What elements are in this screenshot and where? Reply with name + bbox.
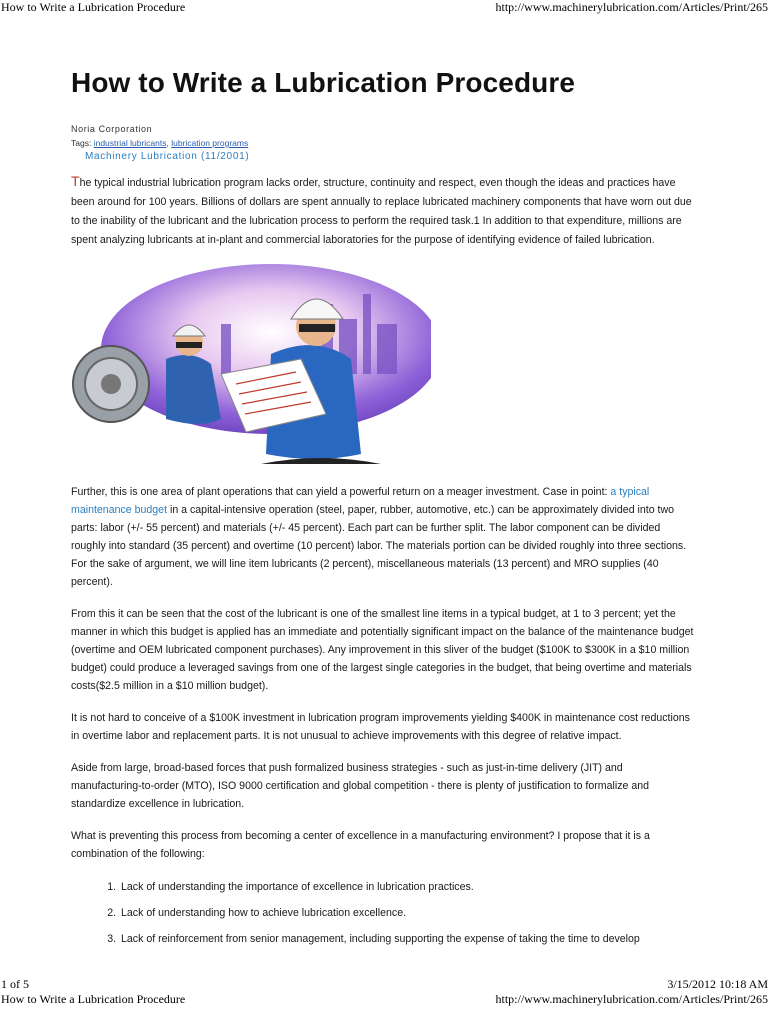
paragraph-text: For the sake of argument, we will line item lubricants (2 percent), miscellaneous materials (13 percent) and MRO supplies (40 — [71, 558, 659, 570]
paragraph-text: standardize excellence in lubrication. — [71, 798, 245, 810]
print-datetime: 3/15/2012 10:18 AM — [667, 977, 768, 991]
print-footer-url: http://www.machinerylubrication.com/Articles/Print/265 — [495, 992, 768, 1006]
print-header-url: http://www.machinerylubrication.com/Articles/Print/265 — [495, 0, 768, 14]
paragraph-investment — [71, 709, 751, 745]
article-source: Machinery Lubrication (11/2001) — [85, 151, 250, 162]
list-item: 1. Lack of understanding the importance of excellence in lubrication practices. — [119, 881, 731, 893]
paragraph-text: combination of the following: — [71, 848, 205, 860]
reasons-list — [71, 881, 731, 945]
paragraph-text: parts: labor (+/- 55 percent) and materials (+/- 45 percent). Each part can be further split. The labor component can be divided — [71, 522, 661, 534]
paragraph-text: in overtime labor and replacement parts. It is not unusual to achieve improvements with this degree of relative impact. — [71, 730, 622, 742]
paragraph-text: manufacturing-to-order (MTO), ISO 9000 certification and global competition - there is plenty of justification to formalize and — [71, 780, 650, 792]
paragraph-text: roughly into standard (35 percent) and overtime (10 percent) labor. The materials portion can be divided roughly into three sections. — [71, 540, 687, 552]
typical-maintenance-budget-link[interactable]: maintenance budget — [71, 504, 168, 516]
paragraph-text: (overtime and OEM lubricated component purchases). Any improvement in this sliver of the budget ($100K to $300K in a $10 million — [71, 644, 690, 656]
paragraph-text: costs($2.5 million in a $10 million budget). — [71, 680, 269, 692]
list-item: 3. Lack of reinforcement from senior management, including supporting the expense of taking the time to develop — [119, 933, 731, 945]
paragraph-text: Aside from large, broad-based forces that push formalized business strategies - such as just-in-time delivery (JIT) and — [71, 762, 623, 774]
list-item: 2. Lack of understanding how to achieve lubrication excellence. — [119, 907, 731, 919]
paragraph-question — [71, 827, 751, 863]
article-title: How to Write a Lubrication Procedure — [71, 67, 576, 98]
print-header — [0, 0, 768, 16]
intro-line: to the inability of the lubricant and the lubrication process to perform the required task.1 In addition to that expenditure, millions are — [71, 215, 682, 227]
paragraph-text: manner in which this budget is applied has an immediate and potentially significant impact on the balance of the maintenance budget — [71, 626, 694, 638]
paragraph-text: What is preventing this process from becoming a center of excellence in a manufacturing environment? I propose that it is a — [71, 830, 650, 842]
paragraph-text: percent). — [71, 576, 113, 588]
print-footer-title: How to Write a Lubrication Procedure — [1, 992, 186, 1006]
print-header-title: How to Write a Lubrication Procedure — [1, 0, 186, 14]
paragraph-text: Further, this is one area of plant operations that can yield a powerful return on a meager investment. Case in point: — [71, 486, 611, 498]
paragraph-text: budget) could produce a leveraged savings from one of the largest single categories in the budget, that being overtime and materials — [71, 662, 692, 674]
drop-cap: T — [71, 173, 80, 189]
print-footer — [0, 977, 768, 1017]
technicians-illustration — [71, 264, 431, 469]
tag-link-lubrication-programs[interactable]: lubrication programs — [171, 138, 249, 148]
paragraph-text: in a capital-intensive operation (steel, paper, rubber, automotive, etc.) can be approximately divided into two — [167, 504, 675, 516]
paragraph-budget — [71, 483, 751, 591]
paragraph-text: It is not hard to conceive of a $100K investment in lubrication program improvements yielding $400K in maintenance cost reductions — [71, 712, 690, 724]
paragraph-text: From this it can be seen that the cost of the lubricant is one of the smallest line items in a typical budget, at 1 to 3 percent; yet the — [71, 608, 676, 620]
article — [71, 62, 731, 959]
intro-line: spent analyzing lubricants at in-plant and commercial laboratories for the purpose of identifying evidence of failed lubrication. — [71, 234, 655, 246]
paragraph-business-forces — [71, 759, 751, 813]
intro-line: he typical industrial lubrication program lacks order, structure, continuity and respect, even though the ideas and practices have — [79, 177, 676, 189]
paragraph-lubricant-cost — [71, 605, 751, 695]
tags-label: Tags: — [71, 138, 92, 148]
page-number: 1 of 5 — [1, 977, 29, 991]
article-author: Noria Corporation — [71, 124, 153, 134]
tag-link-industrial-lubricants[interactable]: industrial lubricants — [93, 138, 167, 148]
article-tags: Tags: industrial lubricants, lubrication programs — [71, 138, 249, 148]
typical-maintenance-budget-link[interactable]: a typical — [610, 486, 650, 498]
intro-line: been around for 100 years. Billions of dollars are spent annually to replace lubricated machinery components that have worn out due — [71, 196, 692, 208]
intro-paragraph — [71, 172, 751, 250]
